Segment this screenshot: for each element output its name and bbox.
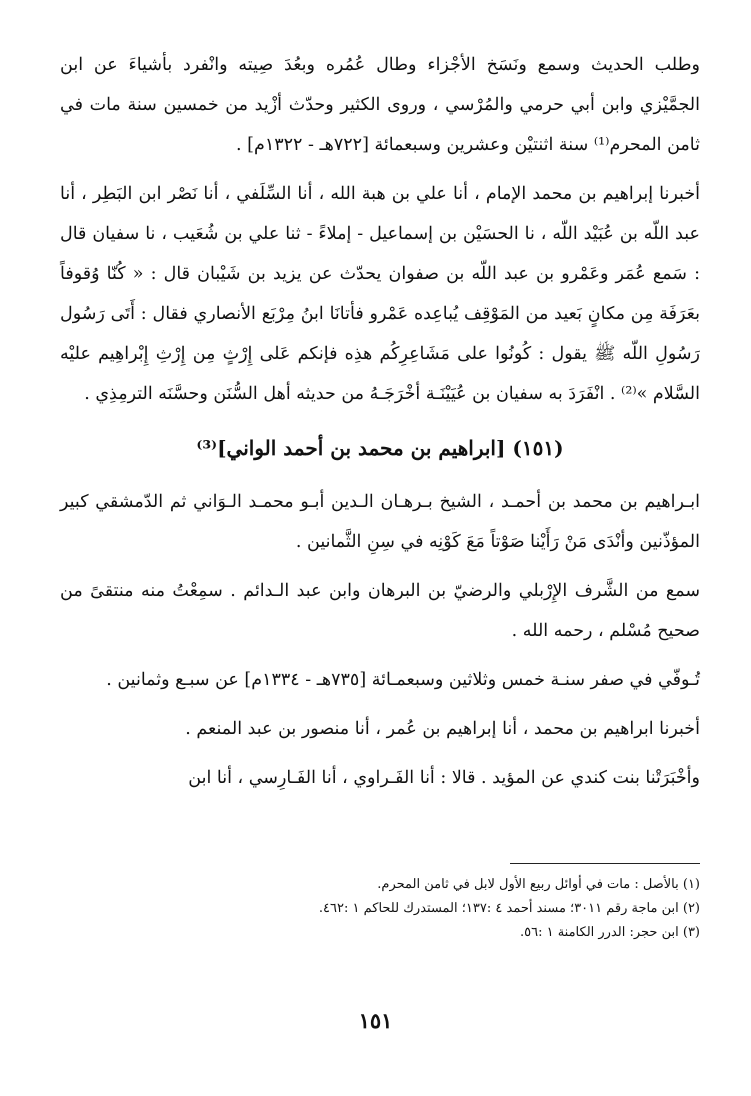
footnote-divider	[510, 863, 700, 864]
footnote-1: (١) بالأصل : مات في أوائل ربيع الأول لابل في ثامن المحرم.	[377, 877, 700, 892]
footnote-3: (٣) ابن حجر: الدرر الكامنة ١ :٥٦.	[519, 925, 700, 940]
entry-heading: (١٥١) [ابراهيم بن محمد بن أحمد الواني]⁽³⁾	[196, 436, 564, 460]
paragraph-6: أخبرنا ابراهيم بن محمد ، أنا إبراهيم بن عُمر ، أنا منصور بن عبد المنعم .	[185, 719, 700, 739]
page-number: ١٥١	[358, 1008, 393, 1033]
footnote-2: (٢) ابن ماجة رقم ٣٠١١؛ مسند أحمد ٤ :١٣٧؛ المستدرك للحاكم ١ :٤٦٢.	[318, 901, 700, 916]
paragraph-2: أخبرنا إبراهيم بن محمد الإمام ، أنا علي بن هبة الله ، أنا السِّلَفي ، أنا نَصْر ابن البَطِر ، أنا عبد اللّه بن عُبَيْد اللّه ، نا الحسَيْن بن إسماعيل - إملاءً - ثنا علي بن شُعَيب ، نا سفيان قال : سَمع عُمَر وعَمْرو بن عبد اللّه بن صفوان يحدّث عن يزيد بن شَيْبان قال : « كُنّا وُقوفاً بعَرَفَة مِن مكانٍ بَعيد من المَوْقِف يُباعِده عَمْرو فأتانَا ابنُ مِرْبَع الأنصاري فقال : أَتَى رَسُول رَسُولِ اللّه ﷺ يقول : كُونُوا على مَشَاعِرِكُم هذِه فإنكم عَلى إِرْثٍ مِن إِرْثِ إِبْراهِيم عليْه السَّلام »⁽²⁾ . انْفَرَدَ به سفيان بن عُيَيْنَـة أخْرَجَـهُ من حديثه أهل السُّنَن وحسَّنَه الترمِذِي .	[60, 184, 700, 404]
paragraph-1: وطلب الحديث وسمع ونَسَخ الأجْزاء وطال عُمُره وبعُدَ صِيته وانْفرد بأشياءَ عن ابن الجمَّيْزي وابن أبي حرمي والمُرْسي ، وروى الكثير وحدّث أزْيد من خمسين سنة مات في ثامن المحرم⁽¹⁾ سنة اثنتيْن وعشرين وسبعمائة [٧٢٢هـ - ١٣٢٢م] .	[60, 55, 700, 155]
paragraph-4: سمع من الشَّرف الإِرْبلي والرضيّ بن البرهان وابن عبد الـدائم . سمِعْتُ منه منتقىً من صحيح مُسْلم ، رحمه الله .	[60, 581, 700, 641]
footnotes	[60, 873, 700, 945]
paragraph-3: ابـراهيم بن محمد بن أحمـد ، الشيخ بـرهـان الـدين أبـو محمـد الـوَاني ثم الدّمشقي كبير المؤذّنين وأنْدَى مَنْ رَأَيْنا صَوْتاً مَعَ كَوْنِه في سِنِ الثَّمانين .	[60, 492, 700, 552]
paragraph-7: وأخْبَرَتْنا بنت كندي عن المؤيد . قالا : أنا الفَـراوي ، أنا الفَـارِسي ، أنا ابن	[188, 768, 700, 788]
main-text	[60, 45, 700, 798]
paragraph-5: تُـوفّي في صفر سنـة خمس وثلاثين وسبعمـائة [٧٣٥هـ - ١٣٣٤م] عن سبـع وثمانين .	[106, 670, 700, 690]
